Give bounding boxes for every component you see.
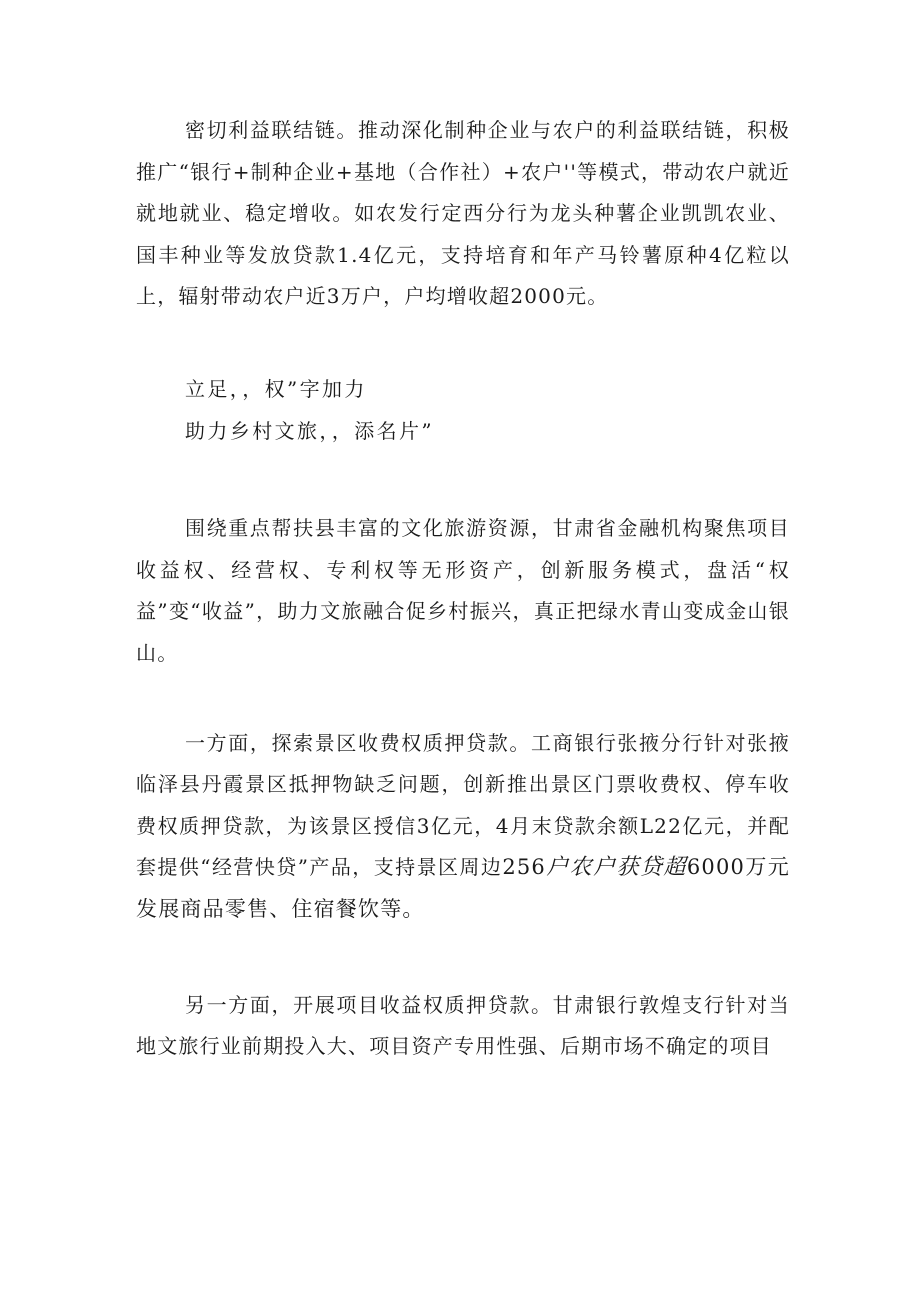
paragraph-scenic-area-loan — [136, 723, 790, 931]
document-page — [136, 110, 790, 1068]
paragraph-project-revenue-loan: 另一方面，开展项目收益权质押贷款。甘肃银行敦煌支行针对当地文旅行业前期投入大、项目资产专用性强、后期市场不确定的项目 — [136, 992, 790, 1059]
section-heading-line-2: 助力乡村文旅，，添名片” — [185, 418, 435, 443]
paragraph-seed-industry: 密切利益联结链。推动深化制种企业与农户的利益联结链，积极推广“银行+制种企业+基地（合作社）+农户''等模式，带动农户就近就地就业、稳定增收。如农发行定西分行为龙头种薯企业凯凯农业、国丰种业等发放贷款1.4亿元，支持培育和年产马铃薯原种4亿粒以上，辐射带动农户近3万户，户均增收超2000元。 — [136, 118, 790, 309]
paragraph-text-start: 一方面，探索景区收费权质押贷款。工商银行张掖分行针对张掖临泽县丹霞景区抵押物缺乏问题，创新推出景区门票收费权、停车收费权质押贷款，为该景区授信3亿元，4月末贷款余额L22亿元，并配套提供“经营快贷”产品，支持景区周边 — [136, 730, 790, 880]
italic-text-run: 户农户获贷超 — [546, 855, 687, 881]
paragraph-text-end: 6000万元发展商品零售、住宿餐饮等。 — [136, 855, 790, 921]
section-heading-line-1: 立足，，权”字加力 — [185, 376, 367, 401]
paragraph-cultural-tourism: 围绕重点帮扶县丰富的文化旅游资源，甘肃省金融机构聚焦项目收益权、经营权、专利权等无形资产，创新服务模式，盘活“权益”变“收益”，助力文旅融合促乡村振兴，真正把绿水青山变成金山银山。 — [136, 516, 790, 665]
farmer-count: 256 — [502, 855, 546, 880]
